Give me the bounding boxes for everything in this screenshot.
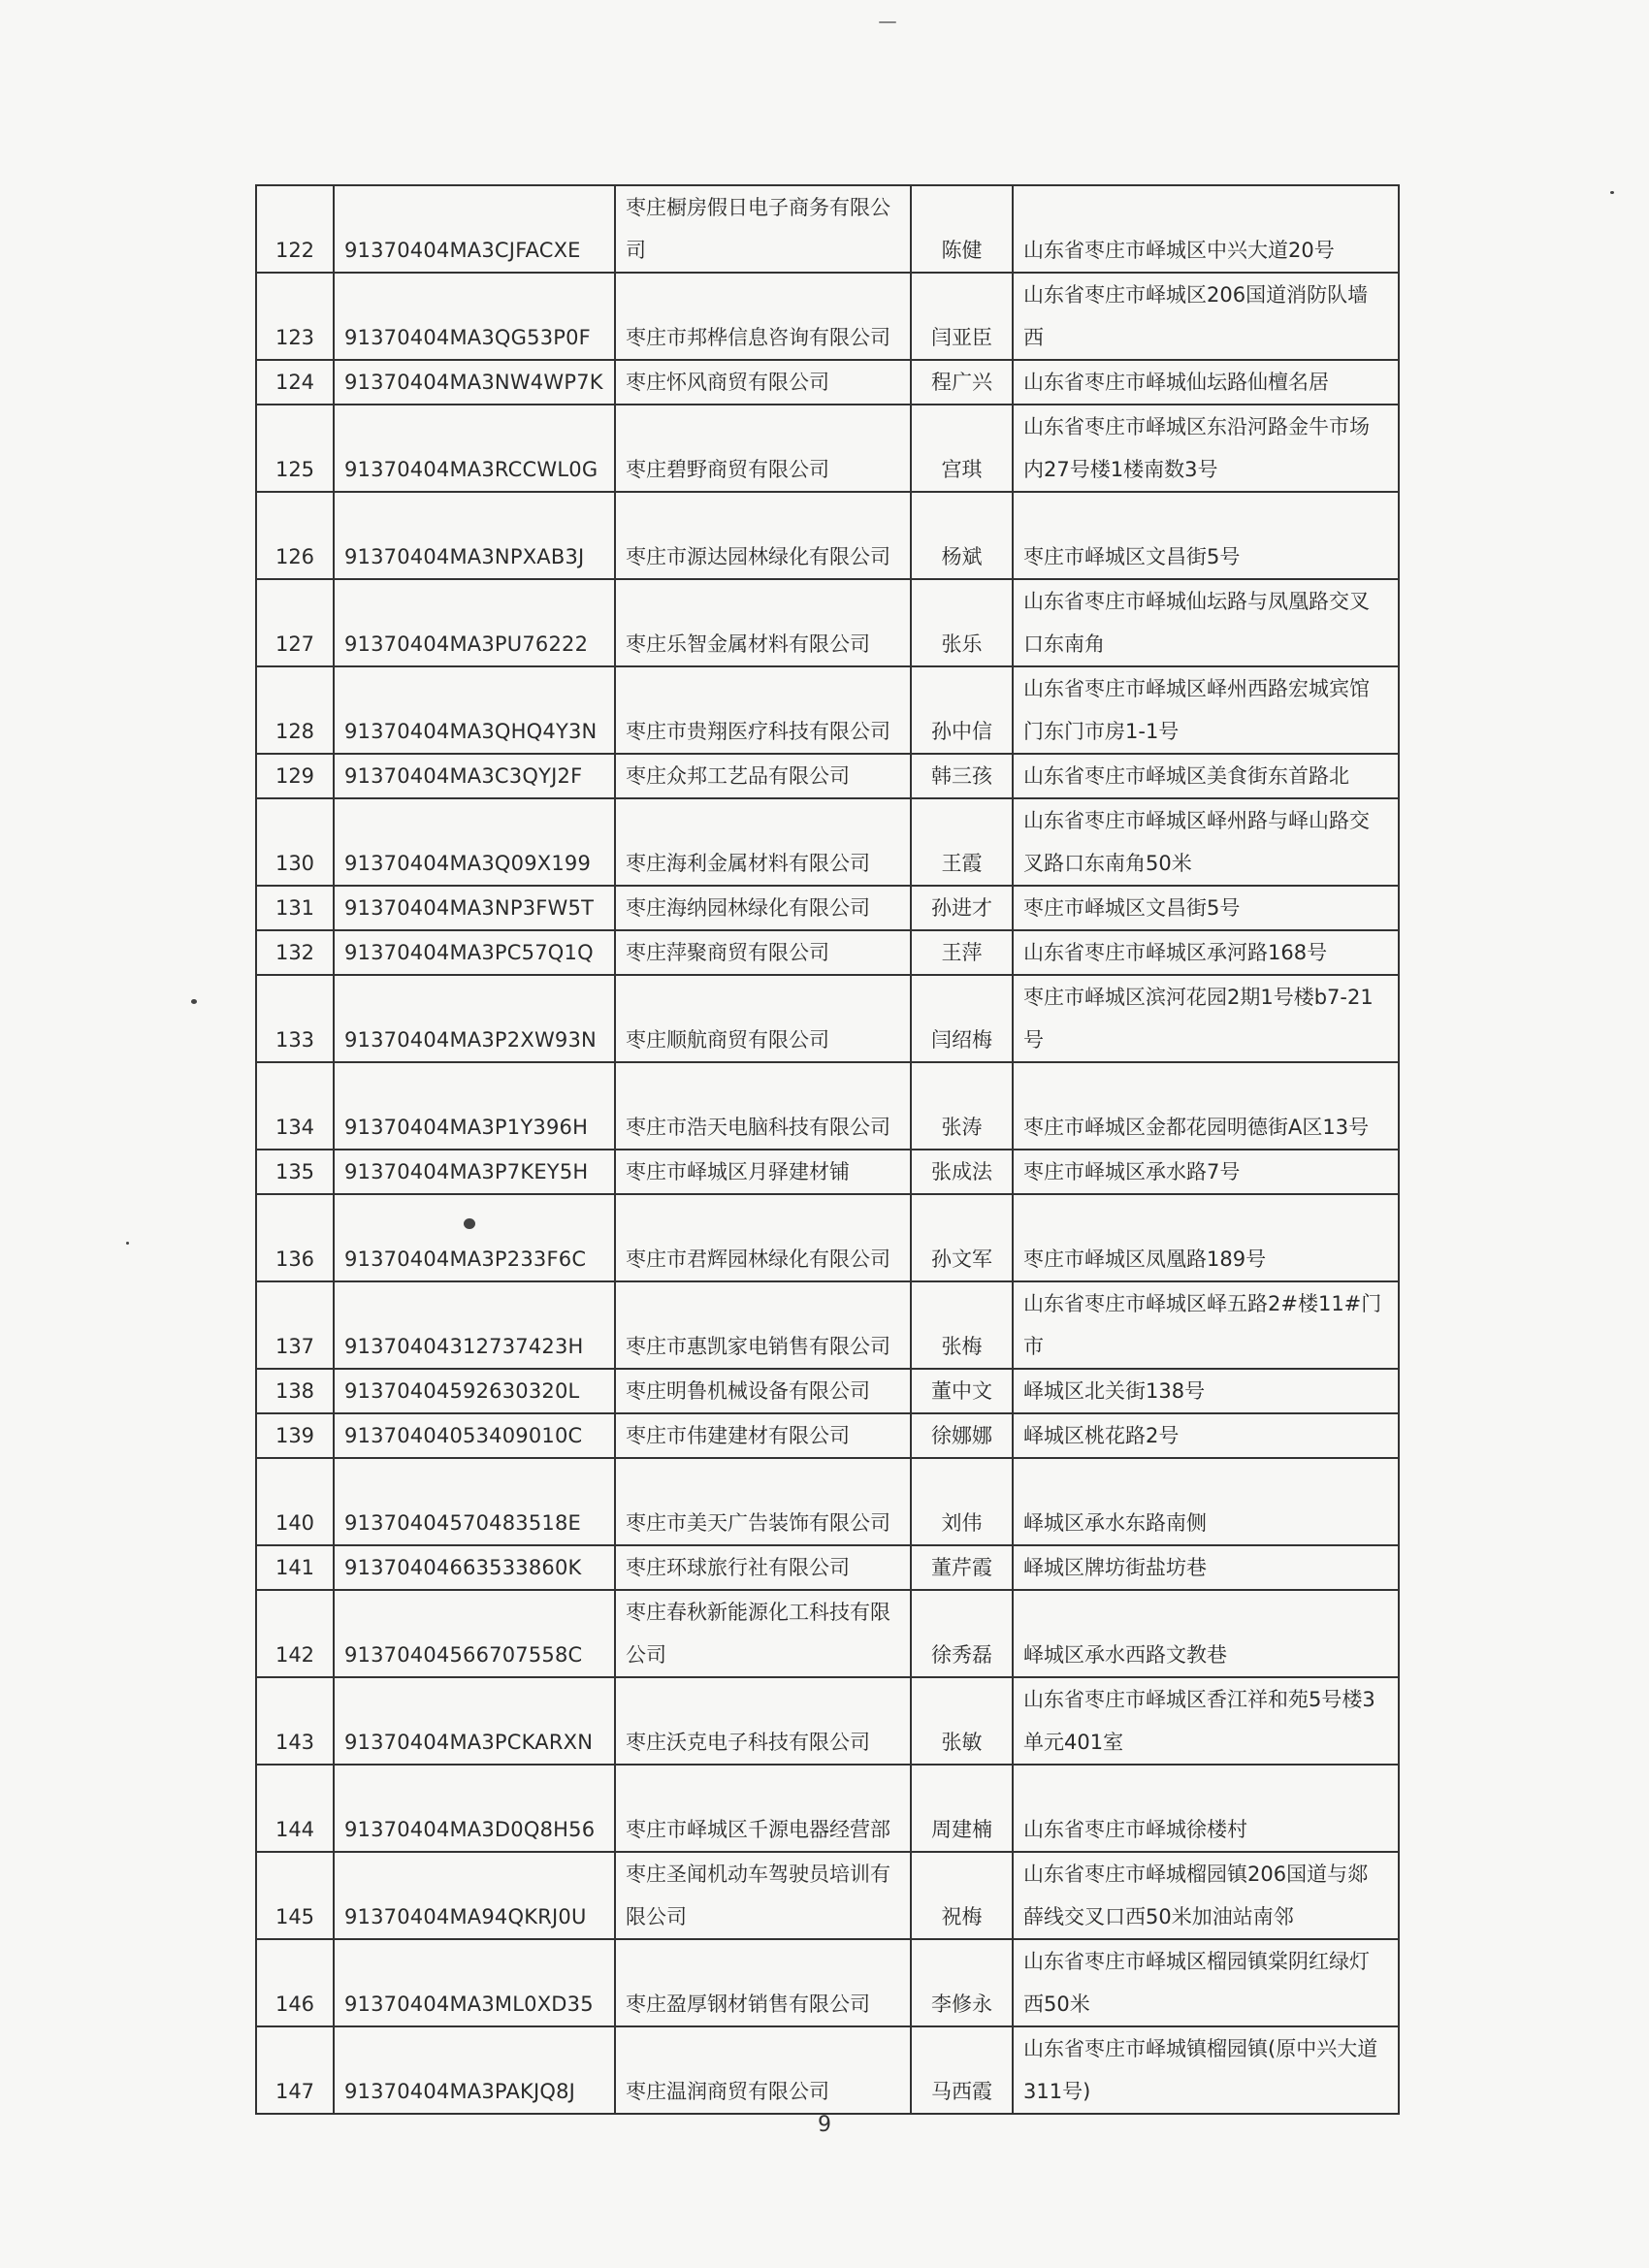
company-name: 枣庄盈厚钢材销售有限公司 [615,1939,911,2026]
address: 山东省枣庄市峄城区峄州西路宏城宾馆门东门市房1-1号 [1013,666,1399,754]
company-name: 枣庄橱房假日电子商务有限公司 [615,185,911,273]
legal-representative: 闫亚臣 [911,273,1013,360]
row-number: 138 [256,1369,334,1413]
credit-code: 91370404MA3P2XW93N [334,975,615,1062]
credit-code: 91370404MA3PCKARXN [334,1677,615,1765]
address: 峄城区承水西路文教巷 [1013,1590,1399,1677]
credit-code: 91370404312737423H [334,1281,615,1369]
address: 峄城区桃花路2号 [1013,1413,1399,1458]
credit-code: 91370404MA3PAKJQ8J [334,2026,615,2114]
table-row [256,492,1399,579]
table-row [256,1281,1399,1369]
legal-representative: 张乐 [911,579,1013,666]
scan-speck [1610,191,1614,194]
table-row [256,798,1399,886]
legal-representative: 孙中信 [911,666,1013,754]
table-row [256,1062,1399,1150]
company-name: 枣庄明鲁机械设备有限公司 [615,1369,911,1413]
company-name: 枣庄碧野商贸有限公司 [615,405,911,492]
legal-representative: 刘伟 [911,1458,1013,1545]
table-row [256,1590,1399,1677]
credit-code: 91370404MA3D0Q8H56 [334,1765,615,1852]
address: 山东省枣庄市峄城区峄州路与峄山路交叉路口东南角50米 [1013,798,1399,886]
credit-code: 91370404MA3RCCWL0G [334,405,615,492]
legal-representative: 马西霞 [911,2026,1013,2114]
address: 峄城区北关街138号 [1013,1369,1399,1413]
table-row [256,1458,1399,1545]
legal-representative: 孙进才 [911,886,1013,930]
table-row [256,1369,1399,1413]
row-number: 125 [256,405,334,492]
legal-representative: 王萍 [911,930,1013,975]
credit-code: 91370404MA3Q09X199 [334,798,615,886]
scan-speck [126,1242,129,1245]
row-number: 137 [256,1281,334,1369]
address: 山东省枣庄市峄城区中兴大道20号 [1013,185,1399,273]
table-row [256,666,1399,754]
credit-code: 91370404MA3QG53P0F [334,273,615,360]
table-row [256,1150,1399,1194]
credit-code: 91370404566707558C [334,1590,615,1677]
address: 山东省枣庄市峄城仙坛路仙檀名居 [1013,360,1399,405]
legal-representative: 杨斌 [911,492,1013,579]
company-name: 枣庄海纳园林绿化有限公司 [615,886,911,930]
company-name: 枣庄市峄城区千源电器经营部 [615,1765,911,1852]
table-row [256,273,1399,360]
company-registry-table [255,184,1400,2115]
row-number: 147 [256,2026,334,2114]
company-name: 枣庄春秋新能源化工科技有限公司 [615,1590,911,1677]
company-name: 枣庄海利金属材料有限公司 [615,798,911,886]
credit-code: 91370404MA3NW4WP7K [334,360,615,405]
company-name: 枣庄市伟建建材有限公司 [615,1413,911,1458]
row-number: 131 [256,886,334,930]
company-name: 枣庄沃克电子科技有限公司 [615,1677,911,1765]
credit-code: 91370404MA3CJFACXE [334,185,615,273]
legal-representative: 张梅 [911,1281,1013,1369]
legal-representative: 祝梅 [911,1852,1013,1939]
row-number: 136 [256,1194,334,1281]
row-number: 143 [256,1677,334,1765]
credit-code: 91370404053409010C [334,1413,615,1458]
table-row [256,579,1399,666]
row-number: 123 [256,273,334,360]
legal-representative: 程广兴 [911,360,1013,405]
address: 枣庄市峄城区承水路7号 [1013,1150,1399,1194]
row-number: 126 [256,492,334,579]
address: 峄城区牌坊街盐坊巷 [1013,1545,1399,1590]
address: 枣庄市峄城区文昌街5号 [1013,492,1399,579]
table-row [256,1194,1399,1281]
scan-speck [464,1218,475,1229]
table-row [256,1413,1399,1458]
company-name: 枣庄众邦工艺品有限公司 [615,754,911,798]
table-row [256,886,1399,930]
table-row [256,1939,1399,2026]
credit-code: 91370404MA94QKRJ0U [334,1852,615,1939]
legal-representative: 李修永 [911,1939,1013,2026]
row-number: 124 [256,360,334,405]
row-number: 132 [256,930,334,975]
row-number: 141 [256,1545,334,1590]
table-row [256,185,1399,273]
legal-representative: 张涛 [911,1062,1013,1150]
table-row [256,975,1399,1062]
company-name: 枣庄乐智金属材料有限公司 [615,579,911,666]
row-number: 128 [256,666,334,754]
legal-representative: 董中文 [911,1369,1013,1413]
legal-representative: 孙文军 [911,1194,1013,1281]
table-row [256,405,1399,492]
table-row [256,1852,1399,1939]
credit-code: 91370404592630320L [334,1369,615,1413]
credit-code: 91370404MA3PC57Q1Q [334,930,615,975]
company-name: 枣庄市峄城区月驿建材铺 [615,1150,911,1194]
credit-code: 91370404MA3P1Y396H [334,1062,615,1150]
company-name: 枣庄市浩天电脑科技有限公司 [615,1062,911,1150]
company-name: 枣庄环球旅行社有限公司 [615,1545,911,1590]
row-number: 146 [256,1939,334,2026]
row-number: 140 [256,1458,334,1545]
credit-code: 91370404MA3NPXAB3J [334,492,615,579]
company-name: 枣庄市贵翔医疗科技有限公司 [615,666,911,754]
row-number: 129 [256,754,334,798]
company-name: 枣庄温润商贸有限公司 [615,2026,911,2114]
address: 山东省枣庄市峄城区承河路168号 [1013,930,1399,975]
row-number: 127 [256,579,334,666]
company-name: 枣庄顺航商贸有限公司 [615,975,911,1062]
address: 枣庄市峄城区滨河花园2期1号楼b7-21号 [1013,975,1399,1062]
legal-representative: 董芹霞 [911,1545,1013,1590]
credit-code: 91370404MA3QHQ4Y3N [334,666,615,754]
table-row [256,754,1399,798]
row-number: 144 [256,1765,334,1852]
credit-code: 91370404MA3NP3FW5T [334,886,615,930]
legal-representative: 张敏 [911,1677,1013,1765]
credit-code: 91370404MA3ML0XD35 [334,1939,615,2026]
legal-representative: 韩三孩 [911,754,1013,798]
row-number: 134 [256,1062,334,1150]
table-row [256,360,1399,405]
address: 山东省枣庄市峄城区美食街东首路北 [1013,754,1399,798]
table-row [256,1677,1399,1765]
address: 峄城区承水东路南侧 [1013,1458,1399,1545]
address: 山东省枣庄市峄城镇榴园镇(原中兴大道311号) [1013,2026,1399,2114]
address: 山东省枣庄市峄城仙坛路与凤凰路交叉口东南角 [1013,579,1399,666]
legal-representative: 徐娜娜 [911,1413,1013,1458]
legal-representative: 闫绍梅 [911,975,1013,1062]
company-name: 枣庄市源达园林绿化有限公司 [615,492,911,579]
address: 山东省枣庄市峄城区榴园镇棠阴红绿灯西50米 [1013,1939,1399,2026]
scan-speck [879,21,896,23]
legal-representative: 徐秀磊 [911,1590,1013,1677]
credit-code: 91370404MA3P233F6C [334,1194,615,1281]
address: 山东省枣庄市峄城区峄五路2#楼11#门市 [1013,1281,1399,1369]
address: 山东省枣庄市峄城区香江祥和苑5号楼3单元401室 [1013,1677,1399,1765]
address: 山东省枣庄市峄城榴园镇206国道与郯薛线交叉口西50米加油站南邻 [1013,1852,1399,1939]
credit-code: 91370404MA3P7KEY5H [334,1150,615,1194]
table-row [256,1765,1399,1852]
table-body [256,185,1399,2114]
legal-representative: 王霞 [911,798,1013,886]
address: 山东省枣庄市峄城区东沿河路金牛市场内27号楼1楼南数3号 [1013,405,1399,492]
credit-code: 91370404MA3PU76222 [334,579,615,666]
legal-representative: 陈健 [911,185,1013,273]
company-name: 枣庄市君辉园林绿化有限公司 [615,1194,911,1281]
row-number: 135 [256,1150,334,1194]
company-name: 枣庄市惠凯家电销售有限公司 [615,1281,911,1369]
company-name: 枣庄圣闻机动车驾驶员培训有限公司 [615,1852,911,1939]
address: 枣庄市峄城区金都花园明德街A区13号 [1013,1062,1399,1150]
address: 山东省枣庄市峄城区206国道消防队墙西 [1013,273,1399,360]
legal-representative: 宫琪 [911,405,1013,492]
table-row [256,930,1399,975]
row-number: 145 [256,1852,334,1939]
company-name: 枣庄怀风商贸有限公司 [615,360,911,405]
table-row [256,1545,1399,1590]
company-name: 枣庄市邦桦信息咨询有限公司 [615,273,911,360]
row-number: 133 [256,975,334,1062]
company-name: 枣庄市美天广告装饰有限公司 [615,1458,911,1545]
row-number: 139 [256,1413,334,1458]
address: 枣庄市峄城区文昌街5号 [1013,886,1399,930]
address: 山东省枣庄市峄城徐楼村 [1013,1765,1399,1852]
address: 枣庄市峄城区凤凰路189号 [1013,1194,1399,1281]
credit-code: 91370404570483518E [334,1458,615,1545]
credit-code: 91370404663533860K [334,1545,615,1590]
credit-code: 91370404MA3C3QYJ2F [334,754,615,798]
scan-speck [191,999,197,1004]
page-number: 9 [818,2113,831,2137]
company-name: 枣庄萍聚商贸有限公司 [615,930,911,975]
legal-representative: 张成法 [911,1150,1013,1194]
legal-representative: 周建楠 [911,1765,1013,1852]
row-number: 130 [256,798,334,886]
row-number: 122 [256,185,334,273]
row-number: 142 [256,1590,334,1677]
table-row [256,2026,1399,2114]
